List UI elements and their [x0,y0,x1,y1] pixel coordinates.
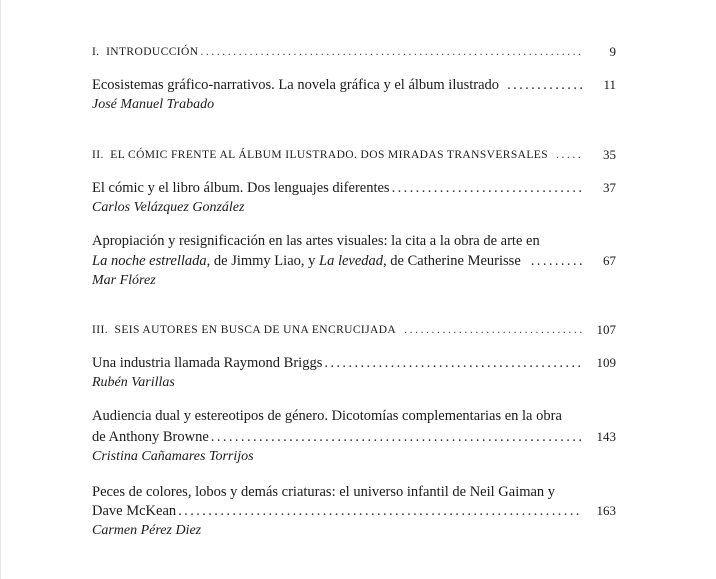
dot-leader [404,320,582,340]
dot-leader [178,501,582,521]
page-number: 9 [609,44,616,59]
entry-title-continued: Dave McKean ..... [92,501,582,521]
entry-title: Apropiación y resignificación en las artes visuales: la cita a la obra de arte en [92,233,540,249]
entry-title: Una industria llamada Raymond Briggs ..... [92,353,582,373]
section-numeral: I. [92,46,100,58]
entry-author: Mar Flórez [92,273,156,288]
section-numeral: III. [92,324,108,336]
entry-title: Audiencia dual y estereotipos de género. Dicotomías complementarias en la obra [92,408,562,424]
section-heading-3 [92,320,582,340]
section-heading-1 [92,42,582,62]
dot-leader [531,251,582,271]
section-title: EL CÓMIC FRENTE AL ÁLBUM ILUSTRADO. DOS MIRADAS TRANSVERSALES [110,149,548,161]
page-number: 109 [596,355,616,370]
dot-leader [211,427,582,447]
page-number: 37 [603,180,616,195]
entry-author: Carlos Velázquez González [92,200,245,215]
page-number: 107 [596,322,616,337]
entry-title-continued: La noche estrellada, de Jimmy Liao, y La levedad, de Catherine Meurisse ..... [92,251,582,271]
entry-author: José Manuel Trabado [92,97,215,112]
page-number: 35 [603,147,616,162]
page-number: 67 [603,253,616,268]
section-title: SEIS AUTORES EN BUSCA DE UNA ENCRUCIJADA [114,324,397,336]
dot-leader [507,75,582,95]
entry-title-continued: de Anthony Browne ..... [92,427,582,447]
entry-title: Peces de colores, lobos y demás criaturas: el universo infantil de Neil Gaiman y [92,484,556,500]
dot-leader [200,42,582,62]
dot-leader [324,353,582,373]
entry-author: Rubén Varillas [92,375,175,390]
page-number: 163 [596,503,616,518]
section-heading-2 [92,145,582,165]
dot-leader [392,178,582,198]
entry-title: Ecosistemas gráfico-narrativos. La novela gráfica y el álbum ilustrado ..... [92,75,582,95]
page-number: 143 [596,429,616,444]
section-title: INTRODUCCIÓN [106,46,199,58]
entry-author: Cristina Cañamares Torrijos [92,449,254,464]
section-numeral: II. [92,149,104,161]
dot-leader [556,145,582,165]
entry-title: El cómic y el libro álbum. Dos lenguajes diferentes ..... [92,178,582,198]
entry-author: Carmen Pérez Diez [92,523,202,538]
page-number: 11 [603,77,616,92]
